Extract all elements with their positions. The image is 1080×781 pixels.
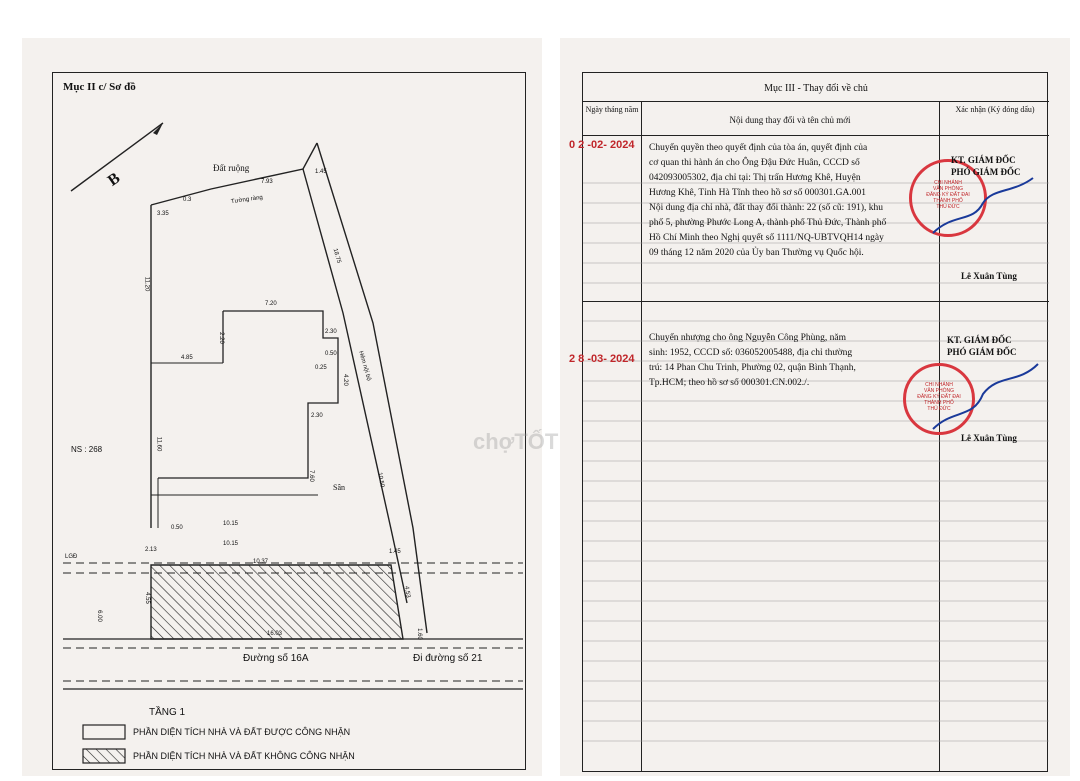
dim-label: 10.50 bbox=[376, 472, 385, 488]
legend-box-unrecognized bbox=[83, 749, 125, 763]
field-label: Đất ruộng bbox=[213, 163, 250, 173]
dim-label: 0.50 bbox=[325, 351, 337, 357]
dim-label: 18.75 bbox=[331, 247, 342, 265]
entry-line: phố 5, phường Phước Long A, thành phố Thủ Đức, Thành phố bbox=[649, 218, 887, 228]
dim-label: 10.37 bbox=[253, 559, 269, 565]
dim-label: 10.15 bbox=[223, 521, 239, 527]
signer-title: KT. GIÁM ĐỐC bbox=[951, 155, 1016, 165]
signature-icon bbox=[923, 173, 1043, 243]
header-date: Ngày tháng năm bbox=[585, 105, 639, 114]
dim-label: 10.15 bbox=[223, 541, 239, 547]
signer-title: KT. GIÁM ĐỐC bbox=[947, 335, 1012, 345]
signer-subtitle: PHÓ GIÁM ĐỐC bbox=[951, 167, 1021, 177]
dim-label: 2.30 bbox=[311, 413, 323, 419]
ownership-changes-page bbox=[473, 38, 1070, 776]
dim-label: 2.13 bbox=[145, 547, 157, 553]
entry-line: 042093005302, địa chỉ tại: Thị trấn Hương Khê, Huyện bbox=[649, 173, 861, 183]
lgh-label: LGĐ bbox=[65, 554, 78, 560]
alley-label: Hẻm nội bộ bbox=[357, 350, 372, 382]
section-title: Mục II c/ Sơ đồ bbox=[63, 81, 136, 93]
signer-name: Lê Xuân Tùng bbox=[961, 433, 1017, 443]
entry-line: Nội dung địa chỉ nhà, đất thay đổi thành: 22 (số cũ: 191), khu bbox=[649, 203, 884, 213]
header-content: Nội dung thay đổi và tên chủ mới bbox=[729, 115, 851, 125]
dim-label: 2.30 bbox=[325, 329, 337, 335]
wall-label: Tường ràng bbox=[230, 194, 264, 206]
floor-label: TẦNG 1 bbox=[149, 707, 186, 718]
dim-label: 7.93 bbox=[261, 179, 273, 185]
dim-label: 7.60 bbox=[307, 470, 314, 482]
site-plan-frame bbox=[52, 72, 526, 770]
dim-label: 0.50 bbox=[171, 525, 183, 531]
entry-line: trú: 14 Phan Chu Trinh, Phường 02, quận Bình Thạnh, bbox=[649, 363, 856, 373]
dim-label: 3.35 bbox=[157, 211, 169, 217]
san-label: Sân bbox=[333, 483, 345, 492]
dim-label: 4.55 bbox=[143, 592, 150, 604]
house-outline bbox=[158, 311, 338, 478]
dim-label: 7.20 bbox=[265, 301, 277, 307]
stamp-text: CHI NHÁNH VĂN PHÒNG ĐĂNG KÝ ĐẤT ĐAI THÀNH PHỐ THỦ ĐỨC bbox=[917, 382, 961, 412]
dim-label: 11.60 bbox=[155, 436, 162, 452]
legend-unrecognized-text: PHẦN DIỆN TÍCH NHÀ VÀ ĐẤT KHÔNG CÔNG NHẬN bbox=[133, 751, 355, 761]
dim-label: 2.20 bbox=[217, 332, 224, 344]
dim-label: 1.45 bbox=[389, 549, 401, 555]
entry-line: Hương Khê, Tỉnh Hà Tĩnh theo hồ sơ số 000301.GA.001 bbox=[649, 188, 866, 198]
dim-label: 0.3 bbox=[183, 197, 192, 203]
legend-box-recognized bbox=[83, 725, 125, 739]
north-label: B bbox=[104, 169, 124, 190]
entry-line: 09 tháng 12 năm 2020 của Ủy ban Thường vụ Quốc hội. bbox=[649, 248, 864, 258]
legend-recognized-text: PHẦN DIỆN TÍCH NHÀ VÀ ĐẤT ĐƯỢC CÔNG NHẬN bbox=[133, 727, 351, 737]
alley-line bbox=[317, 143, 427, 633]
changes-table bbox=[473, 72, 1048, 772]
dim-label: 4.85 bbox=[181, 355, 193, 361]
entry-line: Tp.HCM; theo hồ sơ số 000301.CN.002./. bbox=[649, 378, 810, 388]
entry-content bbox=[649, 331, 856, 391]
road-side-label: Đi đường số 21 bbox=[413, 653, 483, 664]
entry-line: Chuyển nhượng cho ông Nguyễn Công Phùng, năm bbox=[649, 333, 846, 343]
header-confirm: Xác nhận (Ký đóng dấu) bbox=[955, 105, 1035, 114]
dim-label: 1.45 bbox=[315, 169, 327, 175]
section-title: Mục III - Thay đổi về chủ bbox=[764, 83, 868, 94]
site-plan-drawing bbox=[53, 73, 527, 771]
dim-label: 16.03 bbox=[267, 631, 283, 637]
site-plan-page bbox=[22, 38, 542, 776]
entry-content bbox=[649, 141, 886, 261]
dim-label: 11.20 bbox=[143, 276, 150, 292]
dim-label: 1.60 bbox=[415, 628, 422, 640]
signer-name: Lê Xuân Tùng bbox=[961, 271, 1017, 281]
entry-line: sinh: 1952, CCCD số: 036052005488, địa chỉ thường bbox=[649, 348, 853, 358]
entry-date: 0 2 -02- 2024 bbox=[569, 139, 635, 151]
dim-label: 6.00 bbox=[95, 610, 102, 622]
road-main-label: Đường số 16A bbox=[243, 653, 309, 664]
entry-date: 2 8 -03- 2024 bbox=[569, 353, 635, 365]
ns-label: NS : 268 bbox=[71, 445, 103, 454]
entry-line: Hồ Chí Minh theo Nghị quyết số 1111/NQ-UBTVQH14 ngày bbox=[649, 233, 884, 243]
entry-line: Chuyển quyền theo quyết định của tòa án, quyết định của bbox=[649, 143, 868, 153]
signature-icon bbox=[923, 359, 1043, 439]
plot-boundary-top bbox=[151, 143, 317, 205]
dim-label: 4.53 bbox=[402, 585, 411, 599]
stamp-text: CHI NHÁNH VĂN PHÒNG ĐĂNG KÝ ĐẤT ĐAI THÀNH PHỐ THỦ ĐỨC bbox=[926, 180, 970, 210]
signer-subtitle: PHÓ GIÁM ĐỐC bbox=[947, 347, 1017, 357]
entry-line: cơ quan thi hành án cho Ông Đậu Đức Huân, CCCD số bbox=[649, 158, 860, 168]
dim-label: 0.25 bbox=[315, 365, 327, 371]
dim-label: 4.20 bbox=[341, 374, 348, 386]
unrecognized-area bbox=[151, 565, 403, 639]
watermark: chợTỐT bbox=[473, 429, 559, 454]
plot-boundary-right bbox=[303, 169, 407, 603]
